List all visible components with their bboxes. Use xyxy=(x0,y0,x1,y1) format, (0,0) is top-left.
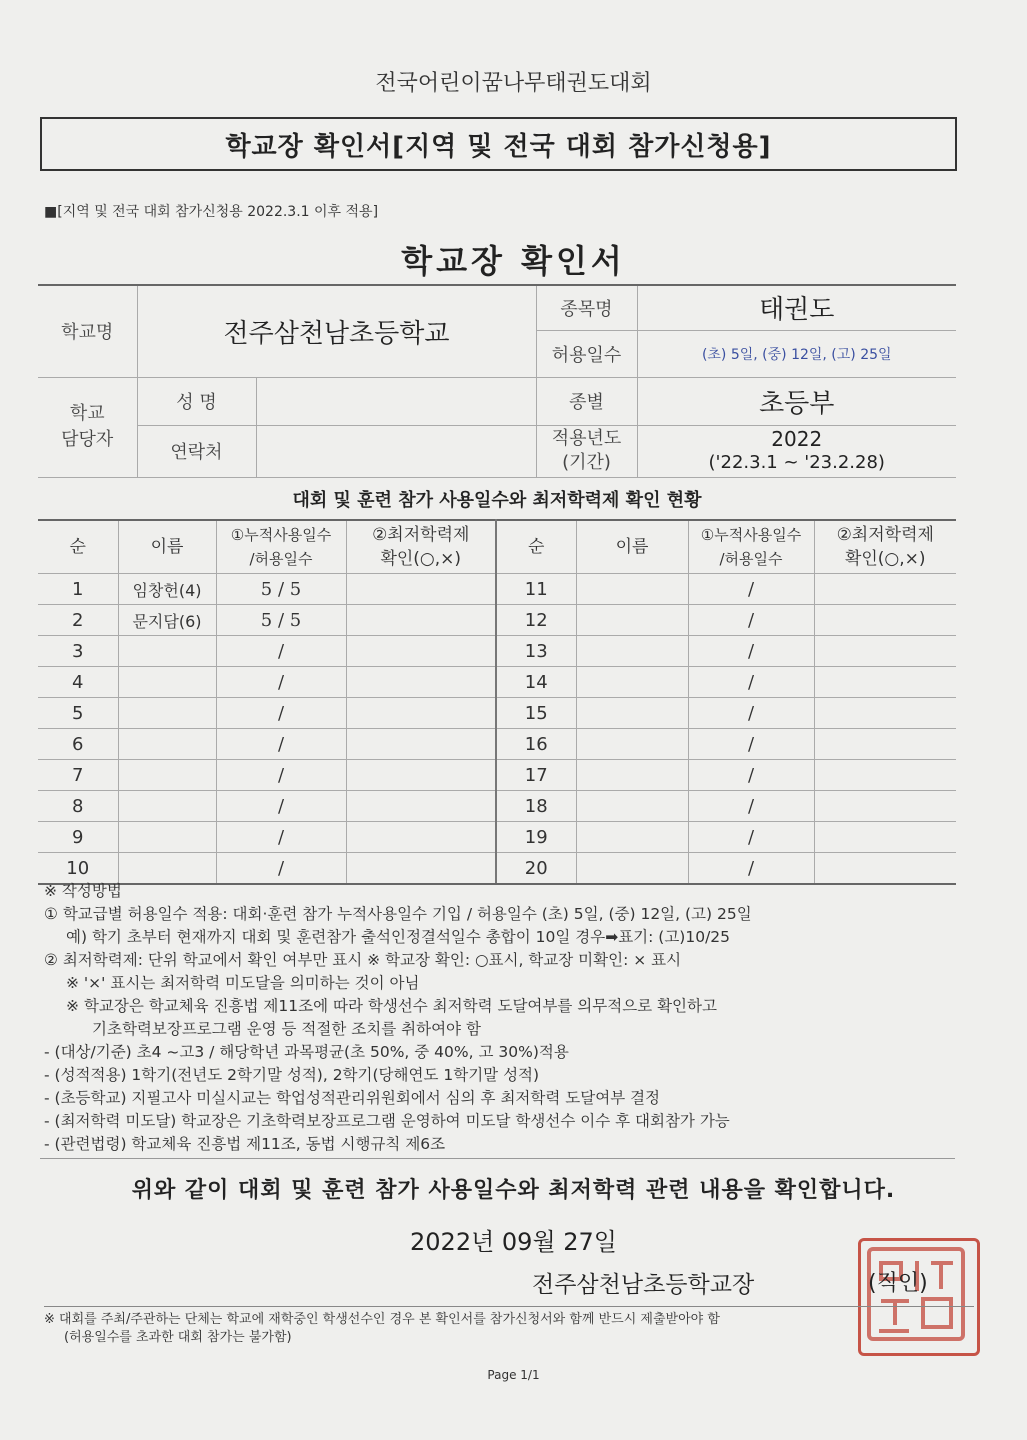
row-number: 16 xyxy=(496,729,576,760)
student-name[interactable] xyxy=(576,574,688,605)
page-number: Page 1/1 xyxy=(487,1368,540,1382)
academic-check[interactable] xyxy=(346,667,496,698)
principal-signature: 전주삼천남초등학교장 xyxy=(532,1272,755,1298)
used-days[interactable]: / xyxy=(688,667,814,698)
student-name[interactable] xyxy=(118,729,216,760)
student-name[interactable] xyxy=(576,822,688,853)
used-days[interactable]: / xyxy=(216,636,346,667)
row-number: 7 xyxy=(38,760,118,791)
instruction-line: ※ 학교장은 학교체육 진흥법 제11조에 따라 학생선수 최저학력 도달여부를 의무적으로 확인하고 xyxy=(66,997,717,1015)
row-number: 4 xyxy=(38,667,118,698)
issue-date: 2022년 09월 27일 xyxy=(410,1228,617,1256)
student-name[interactable] xyxy=(576,729,688,760)
used-days[interactable]: / xyxy=(216,667,346,698)
academic-check[interactable] xyxy=(814,822,956,853)
table-row xyxy=(38,822,956,853)
academic-check[interactable] xyxy=(346,760,496,791)
student-name[interactable] xyxy=(118,667,216,698)
row-number: 19 xyxy=(496,822,576,853)
allowed-days-label: 허용일수 xyxy=(536,330,637,377)
instruction-line: - (초등학교) 지필고사 미실시교는 학업성적관리위원회에서 심의 후 최저학력 도달여부 결정 xyxy=(44,1089,661,1107)
student-name[interactable] xyxy=(118,698,216,729)
instructions xyxy=(44,880,964,1156)
student-name[interactable] xyxy=(118,760,216,791)
instruction-line: ※ '×' 표시는 최저학력 미도달을 의미하는 것이 아님 xyxy=(66,974,420,992)
contact-value[interactable] xyxy=(256,425,536,477)
header-academic-right: ②최저학력제 확인(○,×) xyxy=(814,520,956,574)
table-row xyxy=(38,605,956,636)
row-number: 15 xyxy=(496,698,576,729)
academic-check[interactable] xyxy=(814,760,956,791)
instruction-line: - (대상/기준) 초4 ~고3 / 해당학년 과목평균(초 50%, 중 40%, 고 30%)적용 xyxy=(44,1043,569,1061)
school-info-table xyxy=(38,284,956,478)
academic-check[interactable] xyxy=(346,729,496,760)
table-row xyxy=(38,791,956,822)
used-days[interactable]: / xyxy=(216,760,346,791)
year-label: 적용년도 (기간) xyxy=(536,425,637,477)
instruction-line: 예) 학기 초부터 현재까지 대회 및 훈련참가 출석인정결석일수 총합이 10일 경우➡표기: (고)10/25 xyxy=(66,928,731,946)
used-days[interactable]: / xyxy=(216,791,346,822)
used-days[interactable]: / xyxy=(688,822,814,853)
used-days[interactable]: / xyxy=(216,698,346,729)
row-number: 1 xyxy=(38,574,118,605)
name-value[interactable] xyxy=(256,377,536,425)
row-number: 14 xyxy=(496,667,576,698)
school-name-label: 학교명 xyxy=(38,285,137,377)
header-no-right: 순 xyxy=(496,520,576,574)
form-title-box: 학교장 확인서[지역 및 전국 대회 참가신청용] xyxy=(40,117,957,171)
row-number: 10 xyxy=(38,853,118,885)
event-label: 종목명 xyxy=(536,285,637,330)
event-value: 태권도 xyxy=(637,285,956,330)
student-name[interactable] xyxy=(118,636,216,667)
instruction-line: - (최저학력 미도달) 학교장은 기초학력보장프로그램 운영하여 미도달 학생선수 이수 후 대회참가 가능 xyxy=(44,1112,730,1130)
academic-check[interactable] xyxy=(346,574,496,605)
instruction-line: ① 학교급별 허용일수 적용: 대회·훈련 참가 누적사용일수 기입 / 허용일수 (초) 5일, (중) 12일, (고) 25일 xyxy=(44,905,752,923)
section-title: 대회 및 훈련 참가 사용일수와 최저학력제 확인 현황 xyxy=(292,490,702,511)
document-title: 학교장 확인서 xyxy=(401,242,626,280)
row-number: 5 xyxy=(38,698,118,729)
row-number: 9 xyxy=(38,822,118,853)
instruction-line: - (관련법령) 학교체육 진흥법 제11조, 동법 시행규칙 제6조 xyxy=(44,1135,446,1153)
header-days: ①누적사용일수 /허용일수 xyxy=(216,520,346,574)
used-days[interactable]: / xyxy=(216,729,346,760)
row-number: 18 xyxy=(496,791,576,822)
instruction-line: 기초학력보장프로그램 운영 등 적절한 조치를 취하여야 함 xyxy=(92,1020,481,1038)
header-days-right: ①누적사용일수 /허용일수 xyxy=(688,520,814,574)
used-days[interactable]: / xyxy=(688,791,814,822)
student-name[interactable] xyxy=(576,698,688,729)
used-days[interactable]: / xyxy=(216,822,346,853)
row-number: 2 xyxy=(38,605,118,636)
academic-check[interactable] xyxy=(346,791,496,822)
row-number: 6 xyxy=(38,729,118,760)
student-name[interactable] xyxy=(576,667,688,698)
academic-check[interactable] xyxy=(814,667,956,698)
used-days[interactable]: / xyxy=(688,760,814,791)
academic-check[interactable] xyxy=(814,729,956,760)
seal-label: (직인) xyxy=(868,1271,928,1296)
year-period: ('22.3.1 ~ '23.2.28) xyxy=(708,452,885,473)
student-name[interactable] xyxy=(118,822,216,853)
instruction-line: - (성적적용) 1학기(전년도 2학기말 성적), 2학기(당해연도 1학기말 성적) xyxy=(44,1066,540,1084)
applicability-notice: ■[지역 및 전국 대회 참가신청용 2022.3.1 이후 적용] xyxy=(44,204,379,220)
header-academic: ②최저학력제 확인(○,×) xyxy=(346,520,496,574)
academic-check[interactable] xyxy=(346,822,496,853)
footnote-line: (허용일수를 초과한 대회 참가는 불가함) xyxy=(64,1330,292,1345)
contact-label: 연락처 xyxy=(137,425,256,477)
division-label: 종별 xyxy=(536,377,637,425)
manager-label: 학교 담당자 xyxy=(38,377,137,477)
academic-check[interactable] xyxy=(346,698,496,729)
row-number: 17 xyxy=(496,760,576,791)
used-days[interactable]: / xyxy=(688,729,814,760)
usage-table xyxy=(38,519,956,885)
student-name[interactable]: 문지담(6) xyxy=(118,605,216,636)
usage-table-body xyxy=(38,574,956,885)
student-name[interactable] xyxy=(576,605,688,636)
used-days[interactable]: / xyxy=(688,698,814,729)
footnote-line: ※ 대회를 주최/주관하는 단체는 학교에 재학중인 학생선수인 경우 본 확인서를 참가신청서와 함께 반드시 제출받아야 함 xyxy=(44,1312,720,1327)
academic-check[interactable] xyxy=(814,791,956,822)
year-value: 2022 xyxy=(771,427,823,451)
academic-check[interactable] xyxy=(346,636,496,667)
row-number: 8 xyxy=(38,791,118,822)
student-name[interactable] xyxy=(576,760,688,791)
header-name-right: 이름 xyxy=(576,520,688,574)
used-days[interactable]: 5 / 5 xyxy=(216,605,346,636)
row-number: 20 xyxy=(496,853,576,885)
academic-check[interactable] xyxy=(814,636,956,667)
table-row xyxy=(38,667,956,698)
used-days[interactable]: / xyxy=(688,574,814,605)
event-name: 전국어린이꿈나무태권도대회 xyxy=(375,71,652,96)
header-no: 순 xyxy=(38,520,118,574)
table-row xyxy=(38,760,956,791)
divider xyxy=(40,1158,955,1159)
used-days[interactable]: / xyxy=(688,853,814,885)
header-name: 이름 xyxy=(118,520,216,574)
row-number: 13 xyxy=(496,636,576,667)
academic-check[interactable] xyxy=(814,605,956,636)
row-number: 11 xyxy=(496,574,576,605)
student-name[interactable]: 임창헌(4) xyxy=(118,574,216,605)
row-number: 12 xyxy=(496,605,576,636)
confirmation-statement: 위와 같이 대회 및 훈련 참가 사용일수와 최저학력 관련 내용을 확인합니다. xyxy=(131,1178,896,1203)
table-row xyxy=(38,636,956,667)
used-days[interactable]: / xyxy=(688,636,814,667)
used-days[interactable]: / xyxy=(688,605,814,636)
used-days[interactable]: 5 / 5 xyxy=(216,574,346,605)
student-name[interactable] xyxy=(118,791,216,822)
academic-check[interactable] xyxy=(814,574,956,605)
used-days[interactable]: / xyxy=(216,853,346,885)
year-cell xyxy=(637,425,956,477)
table-row xyxy=(38,698,956,729)
academic-check[interactable] xyxy=(814,698,956,729)
footnote xyxy=(44,1306,974,1347)
academic-check[interactable] xyxy=(346,605,496,636)
allowed-days-value: (초) 5일, (중) 12일, (고) 25일 xyxy=(637,330,956,377)
student-name[interactable] xyxy=(576,636,688,667)
instruction-line: ② 최저학력제: 단위 학교에서 확인 여부만 표시 ※ 학교장 확인: ○표시, 학교장 미확인: × 표시 xyxy=(44,951,682,969)
name-label: 성 명 xyxy=(137,377,256,425)
table-row xyxy=(38,574,956,605)
table-row xyxy=(38,729,956,760)
division-value: 초등부 xyxy=(637,377,956,425)
row-number: 3 xyxy=(38,636,118,667)
instructions-title: ※ 작성방법 xyxy=(44,882,122,900)
student-name[interactable] xyxy=(576,791,688,822)
school-name-value: 전주삼천남초등학교 xyxy=(137,285,536,377)
